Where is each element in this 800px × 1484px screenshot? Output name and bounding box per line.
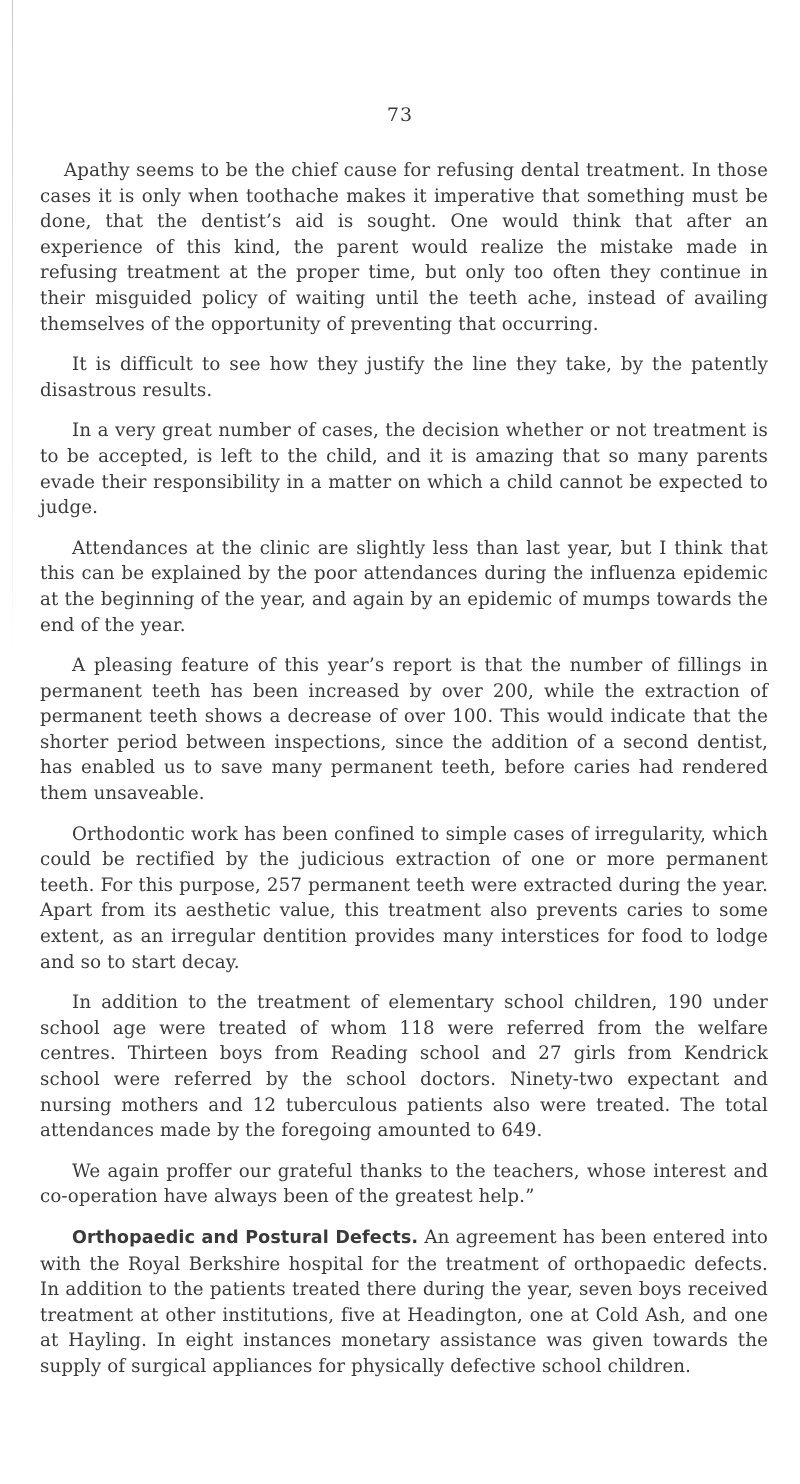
section-heading-orthopaedic: Orthopaedic and Postural Defects. — [72, 1227, 419, 1248]
binding-edge-line — [12, 0, 13, 660]
paragraph-justify-line: It is difficult to see how they justify the line they take, by the patently disastrous results. — [40, 354, 768, 401]
page-number: 73 — [386, 104, 414, 126]
paragraph-orthodontic: Orthodontic work has been confined to simple cases of irregularity, which could be rectified by the judicious extraction of one or more permanent teeth. For this purpose, 257 permanent teeth were extracted during the year. Apart from its aesthetic value, this treatment also prevents caries to some extent, as an irregular dentition provides many interstices for food to lodge and so to start decay. — [40, 823, 768, 973]
report-body — [40, 158, 768, 1395]
paragraph-apathy: Apathy seems to be the chief cause for refusing dental treatment. In those cases it is only when toothache makes it imperative that something must be done, that the dentist’s aid is sought. One would think that after an experience of this kind, the parent would realize the mistake made in refusing treatment at the proper time, but only too often they continue in their misguided policy of waiting until the teeth ache, instead of availing themselves of the opportunity of preventing that occurring. — [40, 160, 768, 335]
paragraph-fillings: A pleasing feature of this year’s report is that the number of fillings in permanent teeth has been increased by over 200, while the extraction of permanent teeth shows a decrease of over 100. This would indicate that the shorter period between inspections, since the addition of a second dentist, has enabled us to save many permanent teeth, before caries had rendered them unsaveable. — [40, 655, 768, 805]
paragraph-thanks: We again proffer our grateful thanks to the teachers, whose interest and co-operation have always been of the greatest help.” — [40, 1160, 768, 1208]
paragraph-orthopaedic — [40, 1225, 768, 1380]
paragraph-attendances: Attendances at the clinic are slightly less than last year, but I think that this can be explained by the poor attendances during the influenza epidemic at the beginning of the year, and again by an epidemic of mumps towards the end of the year. — [40, 537, 768, 636]
paragraph-under-school-age: In addition to the treatment of elementary school children, 190 under school age were treated of whom 118 were referred from the welfare centres. Thirteen boys from Reading school and 27 girls from Kendrick school were referred by the school doctors. Ninety-two expectant and nursing mothers and 12 tuberculous patients also were treated. The total attendances made by the foregoing amounted to 649. — [40, 992, 768, 1142]
orthopaedic-text: An agreement has been entered into with the Royal Berkshire hospital for the treatment of orthopaedic defects. In addition to the patients treated there during the year, seven boys received treatment at other institutions, five at Headington, one at Cold Ash, and one at Hayling. In eight instances monetary assistance was given towards the supply of surgical appliances for physically defective school children. — [40, 1226, 769, 1377]
paragraph-child-decision: In a very great number of cases, the decision whether or not treatment is to be accepted, is left to the child, and it is amazing that so many parents evade their responsibility in a matter on which a child cannot be expected to judge. — [40, 420, 768, 519]
